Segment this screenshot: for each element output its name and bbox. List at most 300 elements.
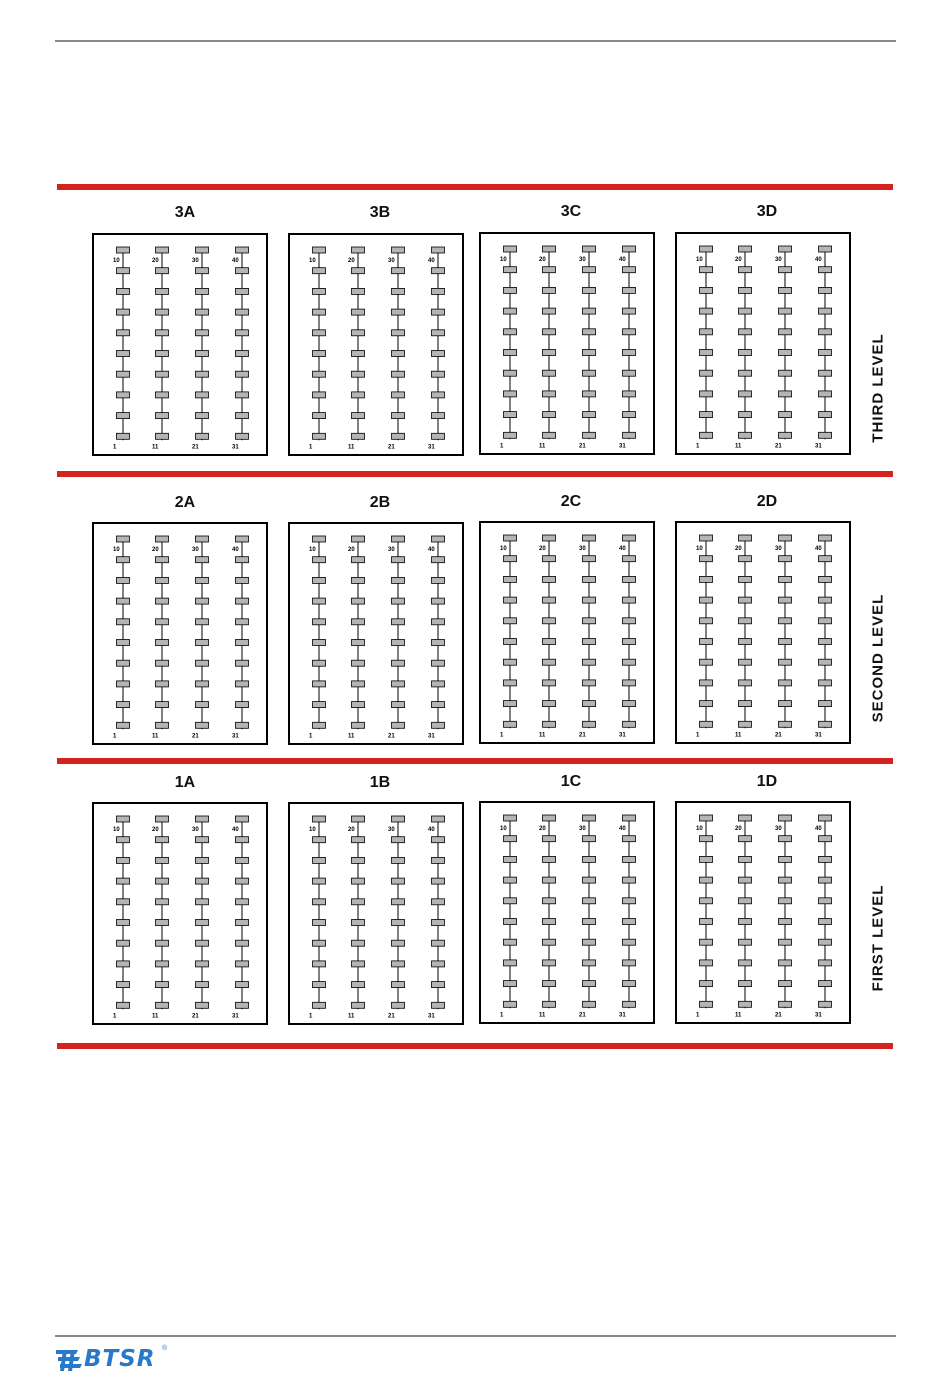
slot (196, 392, 209, 398)
slot-number-top: 30 (775, 826, 782, 832)
slot (504, 391, 517, 397)
slot (504, 680, 517, 686)
slot-number-bottom: 11 (539, 443, 546, 450)
slot-number-top: 10 (500, 826, 507, 832)
slot (623, 246, 636, 252)
logo-text: BTSR (84, 1346, 156, 1372)
slot (156, 371, 169, 377)
slot (392, 413, 405, 419)
slot-number-bottom: 21 (388, 1013, 395, 1020)
slot (779, 960, 792, 966)
slot (313, 268, 326, 274)
slot (700, 960, 713, 966)
slot (739, 287, 752, 293)
slot (739, 329, 752, 335)
slot (819, 246, 832, 252)
slot (623, 618, 636, 624)
slot (352, 268, 365, 274)
slot (117, 619, 130, 625)
slot (739, 556, 752, 562)
slot (117, 920, 130, 926)
slot (819, 877, 832, 883)
slot (739, 939, 752, 945)
slot (819, 701, 832, 707)
slot (352, 557, 365, 563)
slot (432, 536, 445, 542)
slot (117, 857, 130, 863)
panel-1d (675, 801, 851, 1024)
slot (392, 309, 405, 315)
slot-number-bottom: 21 (775, 443, 782, 450)
slot (504, 815, 517, 821)
slot (543, 1001, 556, 1007)
slot (313, 536, 326, 542)
slot (779, 329, 792, 335)
slot (432, 309, 445, 315)
slot (739, 308, 752, 314)
slot (392, 837, 405, 843)
slot (504, 329, 517, 335)
slot (156, 982, 169, 988)
slot (313, 940, 326, 946)
slot-number-top: 10 (113, 258, 120, 264)
slot (504, 721, 517, 727)
slot (623, 308, 636, 314)
slot (117, 268, 130, 274)
slot (583, 370, 596, 376)
slot (196, 433, 209, 439)
slot (196, 268, 209, 274)
slot (543, 919, 556, 925)
slot (739, 1001, 752, 1007)
panel-title: 2C (560, 493, 582, 510)
slot (313, 920, 326, 926)
slot (392, 899, 405, 905)
slot-number-top: 20 (539, 257, 546, 263)
slot (739, 898, 752, 904)
slot (583, 680, 596, 686)
slot (779, 618, 792, 624)
slot (392, 702, 405, 708)
slot (352, 681, 365, 687)
slot (117, 247, 130, 253)
slot-number-top: 40 (428, 827, 435, 833)
slot (504, 556, 517, 562)
slot (543, 576, 556, 582)
slot (583, 856, 596, 862)
slot-number-bottom: 1 (696, 732, 700, 739)
slot-number-top: 20 (539, 826, 546, 832)
slot (392, 660, 405, 666)
slot-number-bottom: 31 (428, 1013, 435, 1020)
slot (117, 899, 130, 905)
panel-title: 3A (174, 204, 196, 221)
slot (236, 982, 249, 988)
slot (352, 371, 365, 377)
slot (196, 577, 209, 583)
slot (543, 680, 556, 686)
slot (392, 681, 405, 687)
slot (392, 577, 405, 583)
slot (700, 815, 713, 821)
slot (623, 680, 636, 686)
slot (156, 920, 169, 926)
slot (700, 939, 713, 945)
slot (739, 919, 752, 925)
slot-number-top: 10 (500, 546, 507, 552)
slot-number-top: 30 (388, 547, 395, 553)
slot-grid (481, 803, 653, 1022)
slot (313, 392, 326, 398)
slot-number-bottom: 11 (735, 1012, 742, 1019)
slot (432, 722, 445, 728)
slot-number-bottom: 1 (696, 1012, 700, 1019)
slot-number-top: 10 (500, 257, 507, 263)
slot-number-top: 10 (696, 546, 703, 552)
slot-number-bottom: 11 (735, 732, 742, 739)
slot (156, 878, 169, 884)
slot (583, 287, 596, 293)
slot (819, 576, 832, 582)
slot (236, 816, 249, 822)
slot (236, 557, 249, 563)
slot-number-top: 20 (735, 546, 742, 552)
slot (700, 919, 713, 925)
slot (236, 392, 249, 398)
slot-number-bottom: 1 (500, 1012, 504, 1019)
slot (156, 433, 169, 439)
slot (352, 920, 365, 926)
slot (700, 659, 713, 665)
slot (543, 721, 556, 727)
bottom-rule (55, 1335, 896, 1337)
slot (432, 702, 445, 708)
slot (313, 619, 326, 625)
slot (392, 247, 405, 253)
slot (504, 370, 517, 376)
slot-number-bottom: 21 (579, 732, 586, 739)
slot (196, 371, 209, 377)
slot (779, 370, 792, 376)
slot (236, 413, 249, 419)
slot (432, 268, 445, 274)
slot (739, 391, 752, 397)
slot (156, 557, 169, 563)
slot (236, 837, 249, 843)
slot (819, 639, 832, 645)
slot (117, 816, 130, 822)
slot (352, 982, 365, 988)
slot (739, 576, 752, 582)
slot (313, 660, 326, 666)
slot (623, 412, 636, 418)
divider-bar-third-second (57, 471, 893, 477)
slot-number-bottom: 31 (428, 733, 435, 740)
slot-number-top: 10 (309, 258, 316, 264)
slot (504, 856, 517, 862)
slot (504, 432, 517, 438)
slot (392, 920, 405, 926)
slot (700, 877, 713, 883)
slot (623, 350, 636, 356)
slot-number-top: 40 (232, 258, 239, 264)
slot (352, 940, 365, 946)
slot-grid (94, 235, 266, 454)
slot (432, 619, 445, 625)
slot (543, 287, 556, 293)
slot-number-top: 30 (192, 547, 199, 553)
slot-number-top: 30 (775, 546, 782, 552)
slot-number-top: 40 (815, 826, 822, 832)
slot (739, 721, 752, 727)
slot-grid (94, 524, 266, 743)
slot (236, 640, 249, 646)
panel-title: 2D (756, 493, 778, 510)
slot (504, 659, 517, 665)
slot (156, 837, 169, 843)
slot (779, 350, 792, 356)
slot (117, 392, 130, 398)
slot (117, 371, 130, 377)
slot (352, 433, 365, 439)
slot (196, 816, 209, 822)
slot (819, 1001, 832, 1007)
slot (819, 535, 832, 541)
slot-number-bottom: 21 (192, 1013, 199, 1020)
slot-number-top: 30 (192, 258, 199, 264)
slot (196, 640, 209, 646)
slot-number-top: 20 (152, 258, 159, 264)
slot (196, 247, 209, 253)
slot (156, 536, 169, 542)
slot (196, 660, 209, 666)
slot (543, 939, 556, 945)
slot (543, 960, 556, 966)
slot-number-top: 40 (619, 826, 626, 832)
slot (236, 961, 249, 967)
slot (543, 308, 556, 314)
slot (583, 815, 596, 821)
slot (432, 982, 445, 988)
slot (392, 878, 405, 884)
slot (196, 722, 209, 728)
slot (504, 701, 517, 707)
slot-number-bottom: 31 (428, 444, 435, 451)
registered-mark: ® (162, 1345, 168, 1352)
slot (779, 412, 792, 418)
slot-number-top: 40 (815, 257, 822, 263)
slot (432, 660, 445, 666)
slot-number-top: 40 (232, 827, 239, 833)
slot (739, 246, 752, 252)
slot (623, 1001, 636, 1007)
slot (623, 432, 636, 438)
slot (392, 268, 405, 274)
slot (392, 392, 405, 398)
slot (117, 536, 130, 542)
slot (623, 981, 636, 987)
slot (543, 815, 556, 821)
slot (156, 577, 169, 583)
slot (196, 619, 209, 625)
slot (700, 597, 713, 603)
slot (313, 247, 326, 253)
slot (236, 433, 249, 439)
slot (543, 659, 556, 665)
slot (623, 836, 636, 842)
slot (196, 681, 209, 687)
slot (313, 288, 326, 294)
slot (236, 857, 249, 863)
slot-grid (481, 234, 653, 453)
slot (739, 659, 752, 665)
panel-title: 2A (174, 494, 196, 511)
slot (352, 899, 365, 905)
slot-number-top: 30 (579, 546, 586, 552)
slot (236, 288, 249, 294)
slot-number-top: 20 (348, 547, 355, 553)
slot (196, 288, 209, 294)
slot (156, 961, 169, 967)
slot (352, 309, 365, 315)
slot (352, 722, 365, 728)
slot (432, 392, 445, 398)
slot (352, 619, 365, 625)
slot-number-bottom: 31 (619, 732, 626, 739)
slot (583, 960, 596, 966)
slot (700, 856, 713, 862)
slot (432, 330, 445, 336)
slot-number-top: 30 (579, 257, 586, 263)
slot (623, 370, 636, 376)
slot (700, 576, 713, 582)
slot (819, 287, 832, 293)
slot (779, 981, 792, 987)
slot-number-bottom: 11 (539, 732, 546, 739)
slot (583, 701, 596, 707)
slot (117, 309, 130, 315)
slot (543, 535, 556, 541)
slot (313, 681, 326, 687)
slot-number-bottom: 11 (152, 1013, 159, 1020)
slot (779, 246, 792, 252)
slot (117, 598, 130, 604)
slot (196, 413, 209, 419)
slot-number-top: 30 (775, 257, 782, 263)
slot (504, 877, 517, 883)
slot (352, 702, 365, 708)
slot (196, 557, 209, 563)
slot (623, 701, 636, 707)
slot (117, 1002, 130, 1008)
panel-title: 3B (369, 204, 391, 221)
panel-1a (92, 802, 268, 1025)
slot-number-bottom: 1 (309, 733, 313, 740)
slot (117, 837, 130, 843)
slot (819, 412, 832, 418)
slot (779, 287, 792, 293)
slot-number-top: 20 (348, 827, 355, 833)
slot (236, 536, 249, 542)
slot (543, 391, 556, 397)
slot (352, 351, 365, 357)
slot (504, 287, 517, 293)
slot (156, 268, 169, 274)
slot (313, 577, 326, 583)
slot (156, 392, 169, 398)
slot (432, 1002, 445, 1008)
slot (156, 857, 169, 863)
slot (352, 247, 365, 253)
slot (352, 878, 365, 884)
slot (196, 857, 209, 863)
slot (504, 350, 517, 356)
slot (432, 433, 445, 439)
slot (779, 432, 792, 438)
slot (313, 816, 326, 822)
slot (700, 618, 713, 624)
slot (543, 856, 556, 862)
slot (196, 702, 209, 708)
slot (819, 856, 832, 862)
slot (819, 308, 832, 314)
slot-number-bottom: 1 (696, 443, 700, 450)
slot (313, 899, 326, 905)
slot (583, 836, 596, 842)
slot (739, 701, 752, 707)
slot (236, 247, 249, 253)
slot (432, 413, 445, 419)
slot (623, 639, 636, 645)
slot (583, 556, 596, 562)
slot (583, 535, 596, 541)
slot-grid (94, 804, 266, 1023)
slot (504, 898, 517, 904)
slot (313, 371, 326, 377)
slot (779, 639, 792, 645)
slot (504, 246, 517, 252)
slot (117, 940, 130, 946)
panel-2c (479, 521, 655, 744)
slot (779, 1001, 792, 1007)
slot-grid (481, 523, 653, 742)
slot (583, 721, 596, 727)
slot (156, 619, 169, 625)
slot (700, 898, 713, 904)
slot (236, 722, 249, 728)
slot (236, 577, 249, 583)
slot (156, 247, 169, 253)
slot (392, 598, 405, 604)
slot (156, 309, 169, 315)
slot (700, 350, 713, 356)
slot-number-bottom: 11 (152, 444, 159, 451)
slot (352, 660, 365, 666)
slot-number-bottom: 11 (348, 1013, 355, 1020)
slot (432, 247, 445, 253)
slot (779, 267, 792, 273)
slot (739, 877, 752, 883)
slot (583, 246, 596, 252)
slot-number-top: 20 (735, 826, 742, 832)
slot (819, 556, 832, 562)
slot (196, 309, 209, 315)
level-label-third: THIRD LEVEL (869, 333, 887, 443)
slot (583, 412, 596, 418)
slot (739, 370, 752, 376)
slot (543, 618, 556, 624)
slot (583, 1001, 596, 1007)
